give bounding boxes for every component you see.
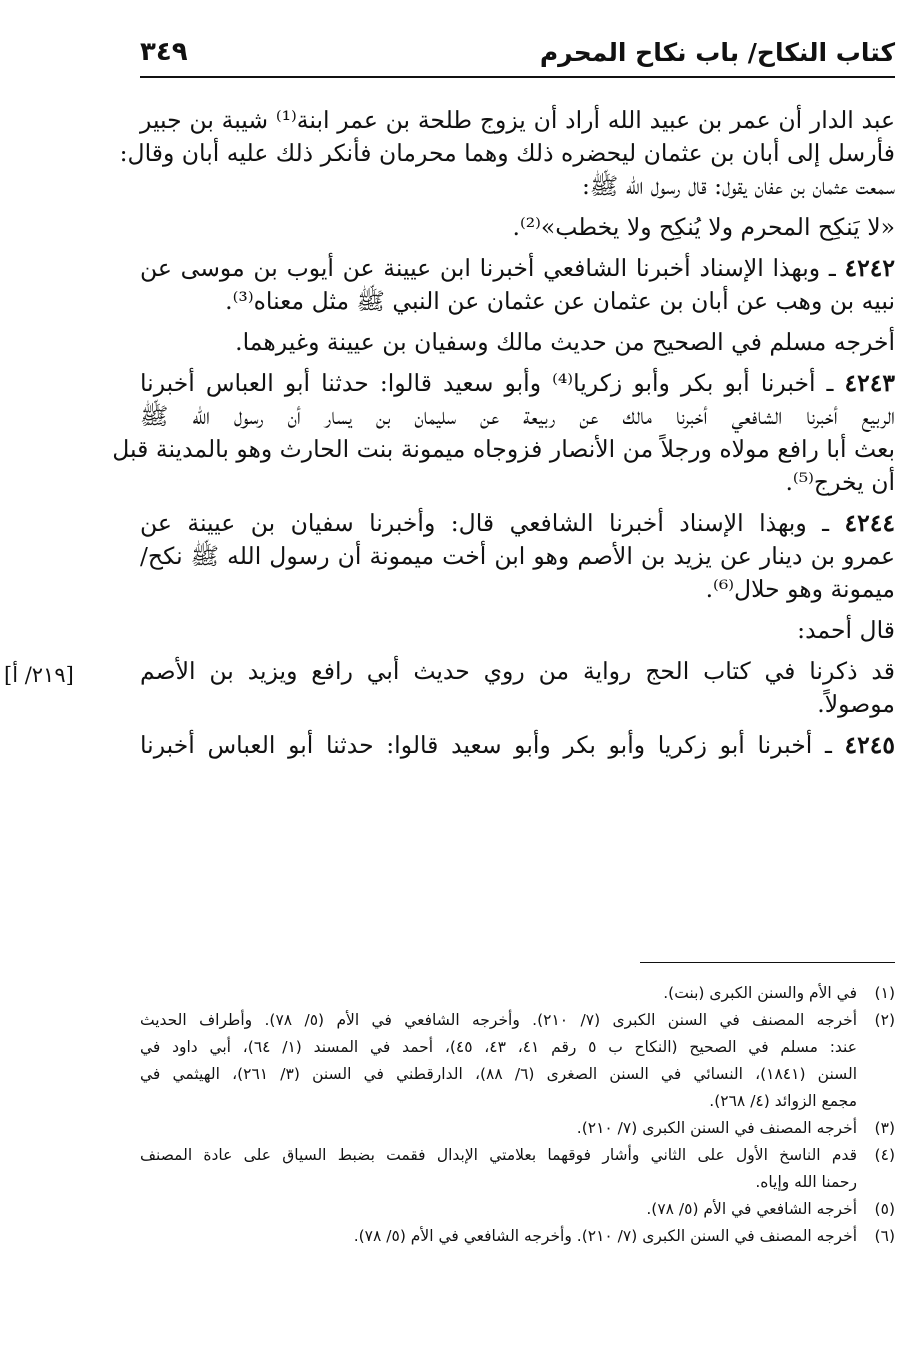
text-line: ميمونة وهو حلال⁽⁶⁾.	[705, 575, 895, 603]
commentary-paragraph: أخرجه مسلم في الصحيح من حديث مالك وسفيان بن عيينة وغيرهما.	[235, 328, 895, 356]
text-line	[140, 729, 895, 762]
hadith-number: ٤٢٤٥	[844, 731, 895, 759]
footnote-item	[140, 1142, 895, 1196]
footnotes	[140, 980, 895, 1250]
hadith-4242	[140, 252, 895, 318]
hadith-4245	[140, 729, 895, 762]
footnote-line: أخرجه الشافعي في الأم (٥/ ٧٨).	[646, 1200, 857, 1218]
text-line: أن يخرج⁽⁵⁾.	[785, 468, 895, 496]
hadith-number: ٤٢٤٤	[844, 509, 895, 537]
text-line-content: ـ وبهذا الإسناد أخبرنا الشافعي أخبرنا ابن عيينة عن أيوب بن موسى عن	[140, 254, 836, 282]
text-line: سمعت عثمان بن عفان يقول: قال رسول الله ﷺ:	[581, 172, 895, 200]
main-text	[112, 104, 895, 762]
hadith-number: ٤٢٤٣	[844, 369, 895, 397]
text-line: عبد الدار أن عمر بن عبيد الله أراد أن يزوج طلحة بن عمر ابنة⁽¹⁾ شيبة بن جبير	[140, 106, 895, 134]
footnote-item	[140, 1007, 895, 1115]
text-line-content: ـ وبهذا الإسناد أخبرنا الشافعي قال: وأخبرنا سفيان بن عيينة عن	[140, 509, 830, 537]
author-heading: قال أحمد:	[797, 616, 895, 644]
paragraph-continuation	[119, 104, 895, 203]
page-header	[140, 28, 895, 78]
footnote-item	[140, 980, 895, 1007]
footnote-item	[140, 1196, 895, 1223]
footnote-line: قدم الناسخ الأول على الثاني وأشار فوقهما بعلامتي الإبدال فقمت بضبط السياق على عادة المصنف	[140, 1146, 857, 1164]
text-line	[140, 367, 895, 400]
hadith-quote: «لا يَنكِح المحرم ولا يُنكِح ولا يخطب»⁽²⁾.	[512, 213, 895, 241]
footnote-line: رحمنا الله وإياه.	[755, 1173, 857, 1191]
text-line: موصولاً.	[817, 690, 895, 718]
text-line: عمرو بن دينار عن يزيد بن الأصم وهو ابن أخت ميمونة أن رسول الله ﷺ نكح/	[140, 542, 895, 570]
hadith-number: ٤٢٤٢	[844, 254, 895, 282]
footnote-line: السنن (١٨٤١)، النسائي في السنن الصغرى (٦/ ٨٨)، الدارقطني في السنن (٣/ ٢٦١)، الهيثمي في	[140, 1065, 858, 1083]
text-line: بعث أبا رافع مولاه ورجلاً من الأنصار فزوجاه ميمونة بنت الحارث وهو بالمدينة قبل	[112, 435, 895, 463]
footnote-number: (٤)	[874, 1146, 895, 1164]
text-line: الربيع أخبرنا الشافعي أخبرنا مالك عن ربيعة عن سليمان بن يسار أن رسول الله ﷺ	[140, 402, 895, 430]
hadith-4244	[140, 507, 895, 606]
footnote-divider	[640, 962, 895, 963]
hadith-4243	[112, 367, 895, 499]
text-line: فأرسل إلى أبان بن عثمان ليحضره ذلك وهما محرمان فأنكر ذلك عليه أبان وقال:	[119, 139, 895, 167]
footnote-line: مجمع الزوائد (٤/ ٢٦٨).	[709, 1092, 857, 1110]
footnote-item	[140, 1223, 895, 1250]
manuscript-folio-note: [٢١٩/ أ]	[4, 663, 74, 687]
footnote-number: (٣)	[874, 1119, 895, 1137]
text-line	[140, 252, 895, 285]
text-line-content: ـ أخبرنا أبو زكريا وأبو بكر وأبو سعيد قالوا: حدثنا أبو العباس أخبرنا	[140, 731, 832, 759]
footnote-number: (٥)	[874, 1200, 895, 1218]
text-line: نبيه بن وهب عن أبان بن عثمان عن عثمان عن النبي ﷺ مثل معناه⁽³⁾.	[225, 287, 895, 315]
footnote-line: في الأم والسنن الكبرى (بنت).	[663, 984, 857, 1002]
footnote-line: أخرجه المصنف في السنن الكبرى (٧/ ٢١٠). وأخرجه الشافعي في الأم (٥/ ٧٨). وأطراف الحديث	[140, 1011, 858, 1029]
page-number: ٣٤٩	[140, 37, 188, 67]
running-title: كتاب النكاح/ باب نكاح المحرم	[539, 37, 895, 67]
commentary-paragraph	[140, 655, 895, 721]
footnote-number: (٢)	[874, 1011, 895, 1029]
footnote-line: أخرجه المصنف في السنن الكبرى (٧/ ٢١٠). وأخرجه الشافعي في الأم (٥/ ٧٨).	[353, 1227, 857, 1245]
footnote-number: (١)	[874, 984, 895, 1002]
footnote-number: (٦)	[874, 1227, 895, 1245]
footnote-line: أخرجه المصنف في السنن الكبرى (٧/ ٢١٠).	[576, 1119, 857, 1137]
text-line	[140, 507, 895, 540]
footnote-line: عند: مسلم في الصحيح (النكاح ب ٥ رقم ٤١، ٤٣، ٤٥)، أحمد في المسند (١/ ٦٤)، أبي داود في	[140, 1038, 857, 1056]
text-line-content: ـ أخبرنا أبو بكر وأبو زكريا⁽⁴⁾ وأبو سعيد قالوا: حدثنا أبو العباس أخبرنا	[140, 369, 834, 397]
footnote-item	[140, 1115, 895, 1142]
text-line: قد ذكرنا في كتاب الحج رواية من روي حديث أبي رافع ويزيد بن الأصم	[140, 657, 895, 685]
